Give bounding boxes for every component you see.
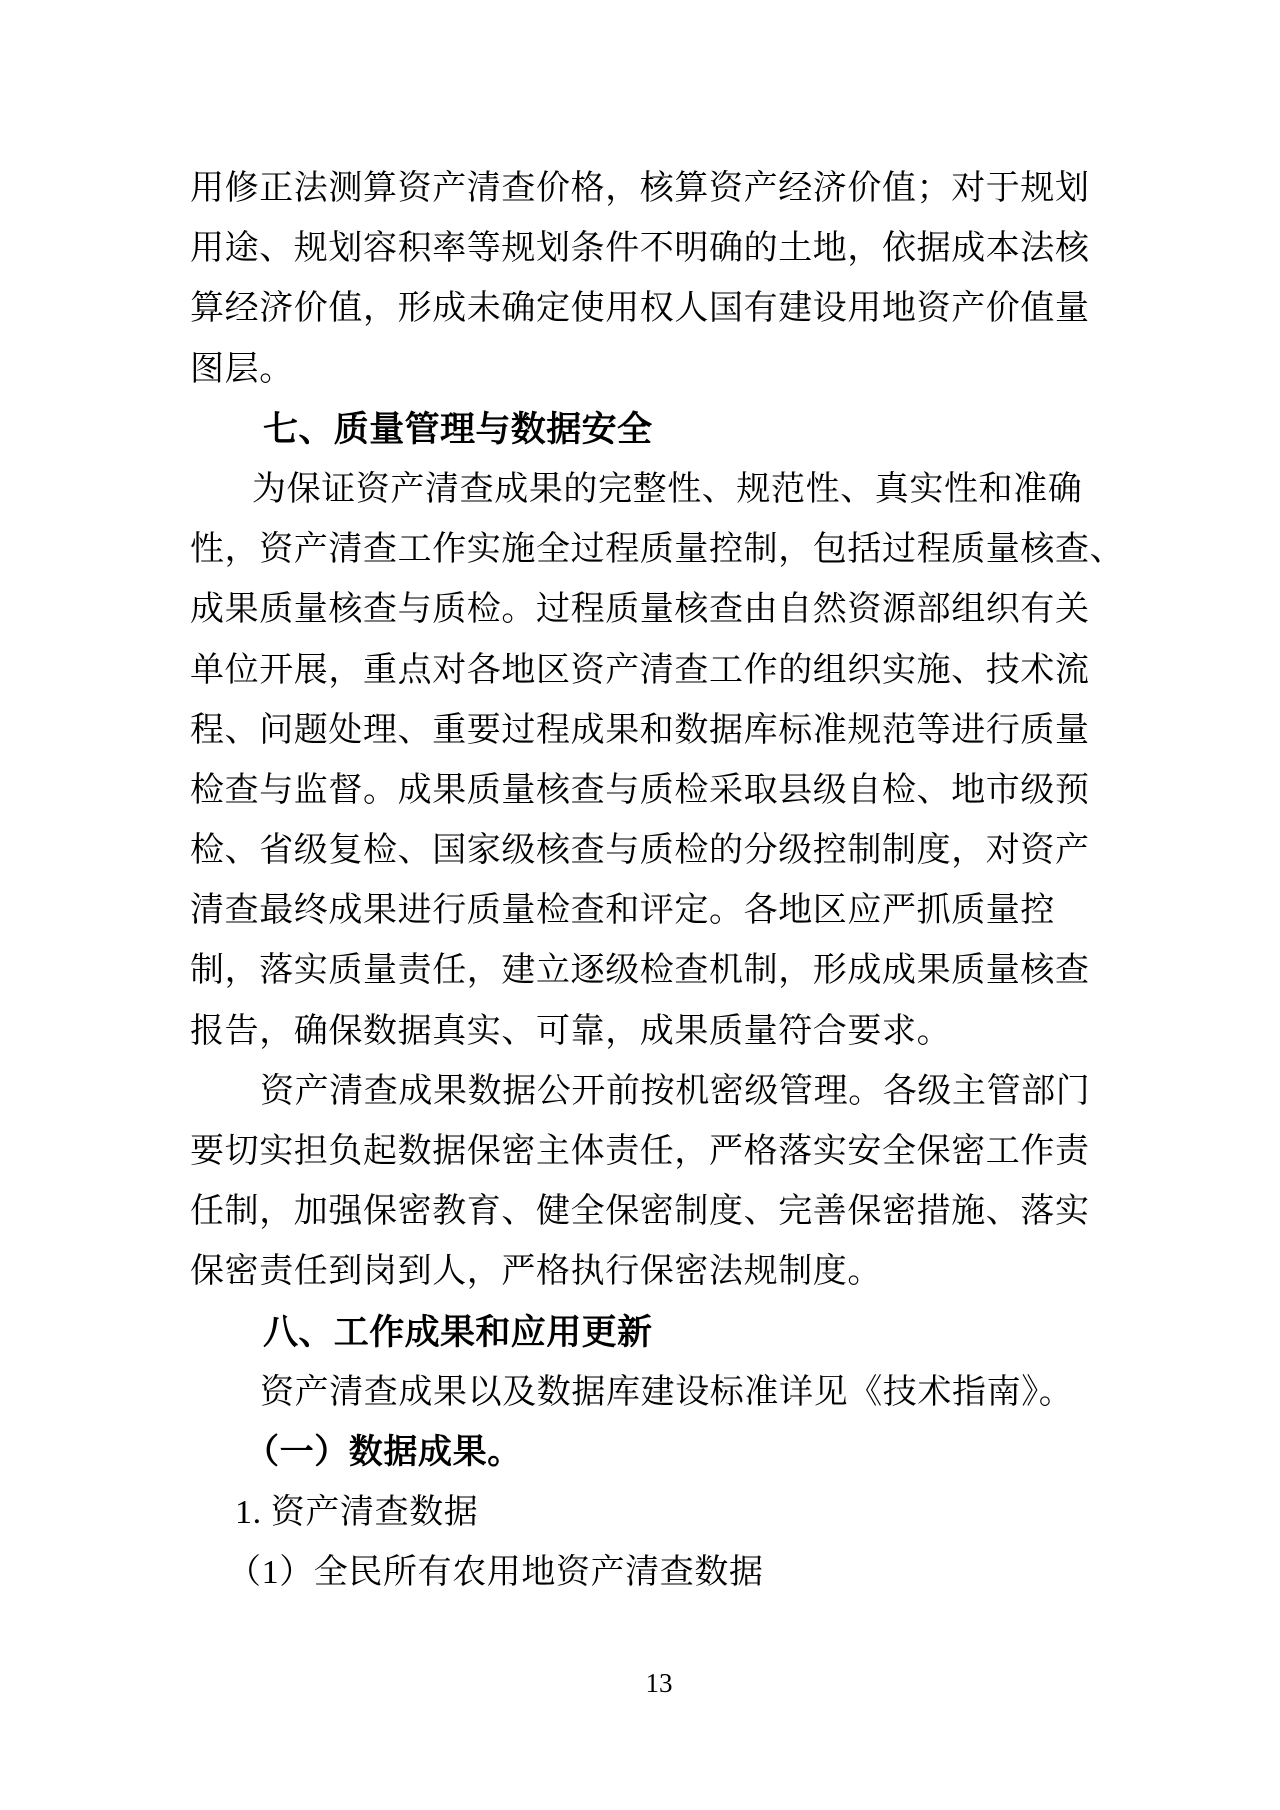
text-line: 任制，加强保密教育、健全保密制度、完善保密措施、落实 [190,1193,1090,1231]
text-line: 用途、规划容积率等规划条件不明确的土地，依据成本法核 [190,230,1090,268]
text-line: 检、省级复检、国家级核查与质检的分级控制制度，对资产 [190,832,1090,870]
page-number: 13 [645,1668,673,1698]
section-heading-7: 七、质量管理与数据安全 [263,409,653,449]
section-heading-8: 八、工作成果和应用更新 [263,1312,653,1352]
text-line: 图层。 [190,350,294,388]
text-line: 算经济价值，形成未确定使用权人国有建设用地资产价值量 [190,290,1090,328]
text-line: 用修正法测算资产清查价格，核算资产经济价值；对于规划 [190,170,1090,207]
numbered-subitem-line: （1）全民所有农用地资产清查数据 [227,1554,764,1592]
text-line: 成果质量核查与质检。过程质量核查由自然资源部组织有关 [190,591,1090,629]
text-block [190,159,1125,1604]
text-line: 检查与监督。成果质量核查与质检采取县级自检、地市级预 [190,771,1090,809]
text-line: 为保证资产清查成果的完整性、规范性、真实性和准确 [252,470,1083,508]
text-line: 制，落实质量责任，建立逐级检查机制，形成成果质量核查 [190,952,1090,990]
numbered-item-line: 1. 资产清查数据 [235,1494,479,1532]
text-line: 单位开展，重点对各地区资产清查工作的组织实施、技术流 [190,651,1090,689]
text-line: 性，资产清查工作实施全过程质量控制，包括过程质量核查、 [190,531,1125,569]
text-line: 程、问题处理、重要过程成果和数据库标准规范等进行质量 [190,711,1090,749]
text-line: 资产清查成果数据公开前按机密级管理。各级主管部门 [260,1072,1091,1110]
subsection-heading-1: （一）数据成果。 [245,1433,522,1471]
text-line: 清查最终成果进行质量检查和评定。各地区应严抓质量控 [190,892,1055,930]
text-line: 保密责任到岗到人，严格执行保密法规制度。 [190,1253,882,1291]
text-line: 资产清查成果以及数据库建设标准详见《技术指南》。 [260,1373,1074,1411]
text-line: 要切实担负起数据保密主体责任，严格落实安全保密工作责 [190,1133,1090,1170]
text-line: 报告，确保数据真实、可靠，成果质量符合要求。 [190,1012,952,1050]
